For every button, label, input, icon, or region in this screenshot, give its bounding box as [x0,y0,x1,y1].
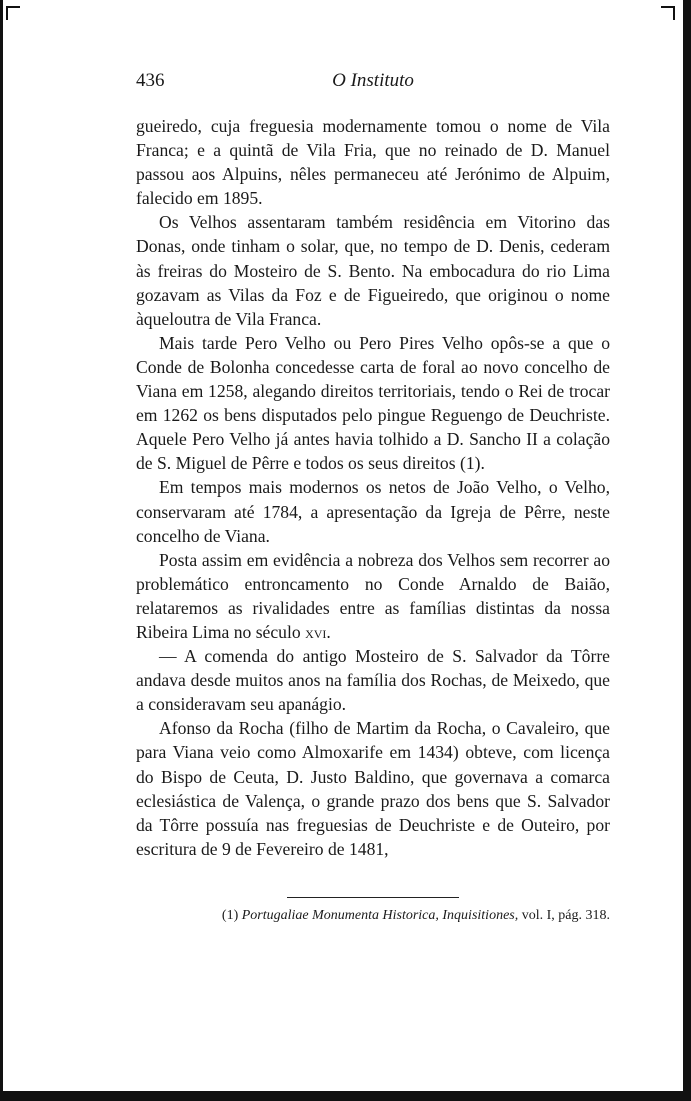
footnote-reference: vol. I, pág. 318. [521,908,610,923]
running-title: O Instituto [332,70,414,91]
paragraph-3: Mais tarde Pero Velho ou Pero Pires Velho opôs-se a que o Conde de Bolonha concedesse carta de foral ao novo concelho de Viana em 1258, alegando direitos territoriais, tendo o Rei de trocar em 1262 os bens disputados pelo pingue Reguengo de Deuchriste. Aquele Pero Velho já antes havia tolhido a D. Sancho II a colação de S. Miguel de Pêrre e todos os seus direitos (1). [136,332,610,474]
footnote-title: Portugaliae Monumenta Historica, Inquisitiones, [241,908,519,923]
footnote-marker: (1) [221,908,239,923]
body-text [136,114,610,861]
paragraph-6: — A comenda do antigo Mosteiro de S. Salvador da Tôrre andava desde muitos anos na família dos Rochas, de Meixedo, que a consideravam seu apanágio. [136,646,610,715]
footnote-divider [287,897,459,898]
crop-mark-top-right [661,6,675,20]
page-number: 436 [136,70,165,91]
paragraph-4: Em tempos mais modernos os netos de João Velho, o Velho, conservaram até 1784, a apresentação da Igreja de Pêrre, neste concelho de Viana. [136,477,610,546]
century-numeral: xvi. [305,621,331,642]
page-header [136,70,610,94]
crop-mark-top-left [6,6,20,20]
paragraph-5 [136,548,610,644]
paragraph-1: gueiredo, cuja freguesia modernamente tomou o nome de Vila Franca; e a quintã de Vila Fria, que no reinado de D. Manuel passou aos Alpuins, nêles permaneceu até Jerónimo de Alpuim, falecido em 1895. [136,116,610,209]
paragraph-2: Os Velhos assentaram também residência em Vitorino das Donas, onde tinham o solar, que, no tempo de D. Denis, cederam às freiras do Mosteiro de S. Bento. Na embocadura do rio Lima gozavam as Vilas da Foz e de Figueiredo, que originou o nome àqueloutra de Vila Franca. [136,212,610,329]
paragraph-5-text: Posta assim em evidência a nobreza dos Velhos sem recorrer ao problemático entroncamento no Conde Arnaldo de Baião, relataremos as rivalidades entre as famílias distintas da nossa Ribeira Lima no século [136,549,610,642]
paragraph-7: Afonso da Rocha (filho de Martim da Rocha, o Cavaleiro, que para Viana veio como Almoxarife em 1434) obteve, com licença do Bispo de Ceuta, D. Justo Baldino, que governava a comarca eclesiástica de Valença, o grande prazo dos bens que S. Salvador da Tôrre possuía nas freguesias de Deuchriste e de Outeiro, por escritura de 9 de Fevereiro de 1481, [136,718,610,859]
footnote [136,907,610,925]
